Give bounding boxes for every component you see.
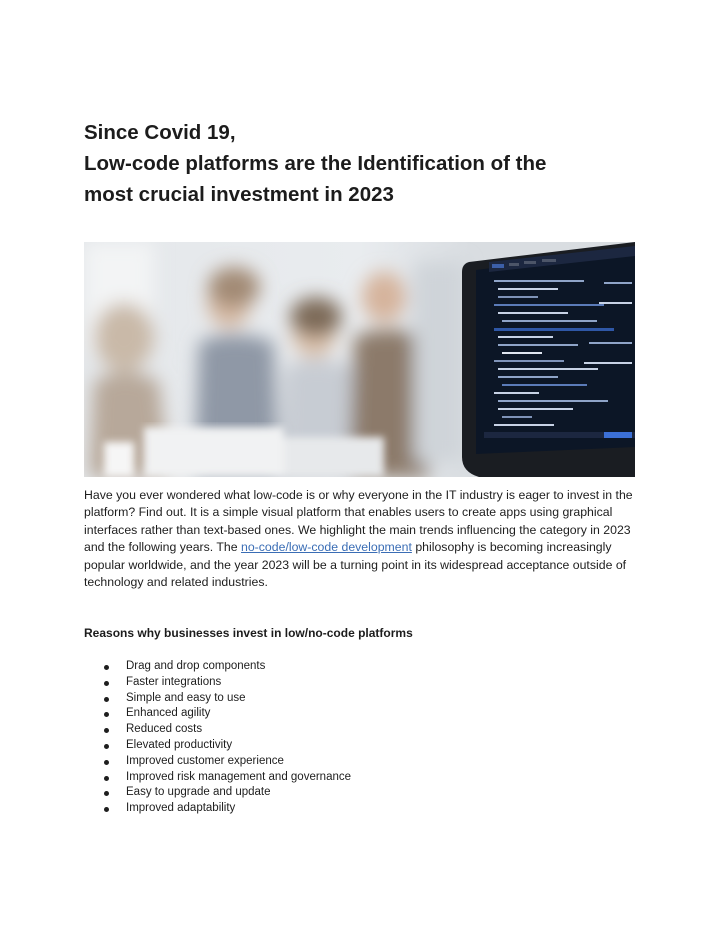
intro-paragraph <box>84 487 636 591</box>
list-item <box>84 659 351 675</box>
intro-text-before-link: Have you ever wondered what low-code is or why everyone in the IT industry is eager to invest in the platform? Find out. It is a simple visual platform that enables users to create apps using graphical interfaces rather than text-based ones. We highlight the main trends influencing the category in 2023 and the following years. The <box>84 488 633 555</box>
title-line-1: Since Covid 19, <box>84 121 236 144</box>
list-item <box>84 785 351 801</box>
title-line-3: most crucial investment in 2023 <box>84 183 394 206</box>
bullet-icon <box>104 744 109 749</box>
list-item <box>84 675 351 691</box>
bullet-icon <box>104 760 109 765</box>
list-item-label: Elevated productivity <box>126 738 233 751</box>
bullet-icon <box>104 712 109 717</box>
low-code-development-link[interactable]: no-code/low-code development <box>241 540 412 555</box>
bullet-icon <box>104 728 109 733</box>
hero-image <box>84 242 635 477</box>
title-line-2: Low-code platforms are the Identification of the <box>84 152 547 175</box>
list-item <box>84 722 351 738</box>
list-item-label: Reduced costs <box>126 723 203 736</box>
list-item-label: Drag and drop components <box>126 660 266 672</box>
bullet-icon <box>104 681 109 686</box>
list-item-label: Easy to upgrade and update <box>126 786 271 799</box>
bullet-icon <box>104 791 109 796</box>
list-item-label: Improved adaptability <box>126 802 236 815</box>
intro-text-after-link: philosophy is becoming increasingly popular worldwide, and the year 2023 will be a turning point in its widespread acceptance outside of technology and related industries. <box>84 540 627 590</box>
list-item <box>84 706 351 722</box>
list-item <box>84 691 351 707</box>
list-item-label: Simple and easy to use <box>126 691 246 704</box>
office-coding-photo-icon <box>84 242 635 477</box>
list-item <box>84 801 351 817</box>
bullet-icon <box>104 776 109 781</box>
list-item-label: Enhanced agility <box>126 707 211 720</box>
list-item <box>84 770 351 786</box>
list-item-label: Improved risk management and governance <box>126 770 352 783</box>
bullet-icon <box>104 665 109 670</box>
reasons-heading: Reasons why businesses invest in low/no-code platforms <box>84 626 413 640</box>
list-item-label: Faster integrations <box>126 675 222 688</box>
list-item-label: Improved customer experience <box>126 754 284 767</box>
bullet-icon <box>104 697 109 702</box>
page-title <box>84 117 644 210</box>
bullet-icon <box>104 807 109 812</box>
reasons-list <box>84 659 351 817</box>
list-item <box>84 754 351 770</box>
list-item <box>84 738 351 754</box>
